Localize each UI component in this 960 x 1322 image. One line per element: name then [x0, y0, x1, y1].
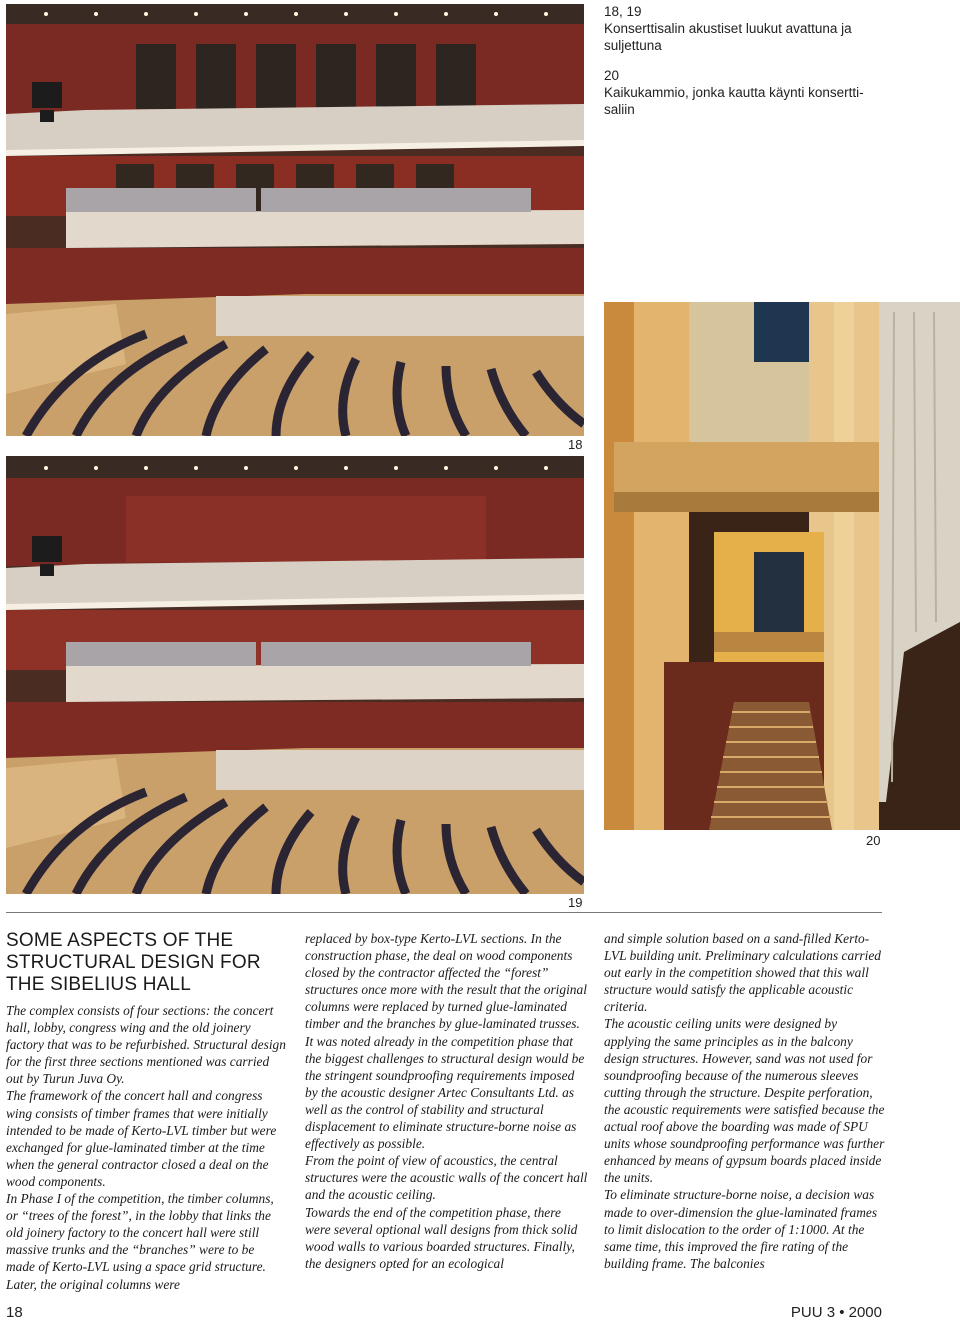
col1-paragraph: In Phase I of the competition, the timber columns, or “trees of the forest”, in the lobby that links the old joinery factory to the concert hall were still massive trunks and the “branches” were to be made of Kerto-LVL using a space grid structure. Later, the original columns were [6, 1191, 274, 1292]
caption-18-19-text: Konserttisalin akustiset luukut avattuna ja suljettuna [604, 21, 852, 53]
col2-paragraph: From the point of view of acoustics, the central structures were the acoustic walls of the concert hall and the acoustic ceiling. [305, 1153, 588, 1203]
col1-paragraph: The framework of the concert hall and congress wing consists of timber frames that were initially intended to be made of Kerto-LVL timber but were exchanged for glue-laminated timber at the time when the general contractor closed a deal on the wood components. [6, 1088, 277, 1189]
caption-18-19 [604, 3, 884, 54]
col3-paragraph: To eliminate structure-borne noise, a decision was made to over-dimension the glue-laminated frames to limit dislocation to the order of 1:1000. At the same time, this improved the fire rating of the building frame. The balconies [604, 1187, 878, 1271]
col2-paragraph: It was noted already in the competition phase that the biggest challenges to structural design would be the stringent soundproofing requirements imposed by the acoustic designer Artec Consultants Ltd. as well as the control of stability and structural displacement to eliminate structure-borne noise as effectively as possible. [305, 1033, 585, 1152]
publication-issue: PUU 3 • 2000 [790, 1304, 882, 1321]
col2-paragraph: Towards the end of the competition phase, there were several optional wall designs from thick solid wood walls to various boarded structures. Finally, the designers opted for an ecological [305, 1204, 578, 1271]
caption-20-text: Kaikukammio, jonka kautta käynti konsertti-saliin [604, 85, 864, 117]
col3-paragraph: and simple solution based on a sand-filled Kerto-LVL building unit. Preliminary calculations carried out early in the competition showed that this wall structure would satisfy the applicable acoustic criteria. [604, 931, 881, 1015]
article-column-3 [604, 930, 886, 1272]
caption-20 [604, 67, 884, 118]
article-column-1 [6, 1002, 286, 1293]
figure-label-18: 18 [568, 437, 583, 452]
article-heading: SOME ASPECTS OF THE STRUCTURAL DESIGN FOR THE SIBELIUS HALL [6, 930, 261, 995]
col3-paragraph: The acoustic ceiling units were designed by applying the same principles as in the balcony design structures. However, sand was not used for soundproofing because of the numerous sleeves cutting through the structure. Despite perforation, the acoustic requirements were satisfied because the actual roof above the boarding was made of SPU units whose soundproofing performance was further enhanced by means of gypsum boards placed inside the units. [604, 1016, 885, 1186]
concert-hall-photo-19 [6, 456, 584, 894]
figure-19-rule [6, 912, 882, 913]
col1-paragraph: The complex consists of four sections: the concert hall, lobby, congress wing and the old joinery factory that was to be refurbished. Structural design for the first three sections mentioned was carried out by Turun Juva Oy. [6, 1003, 286, 1087]
echo-chamber-photo-20 [604, 302, 960, 830]
figure-label-19: 19 [568, 895, 583, 910]
figure-label-20: 20 [866, 833, 881, 848]
page-number: 18 [6, 1304, 23, 1321]
col2-paragraph: replaced by box-type Kerto-LVL sections. In the construction phase, the deal on wood components closed by the contractor affected the “forest” structures once more with the result that the original columns were replaced by turned glue-laminated timber and the branches by glue-laminated trusses. [305, 931, 587, 1032]
concert-hall-photo-18 [6, 4, 584, 436]
caption-20-number: 20 [604, 68, 620, 83]
article-column-2 [305, 930, 588, 1272]
caption-18-19-number: 18, 19 [604, 4, 642, 19]
